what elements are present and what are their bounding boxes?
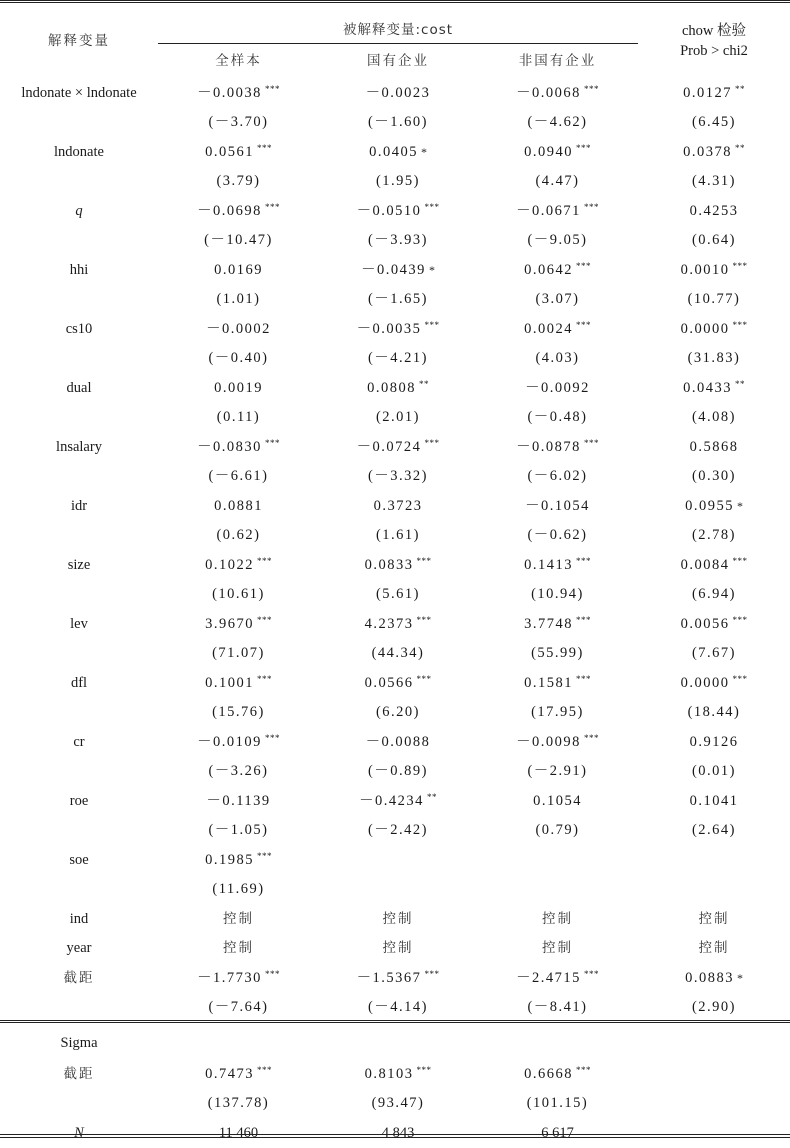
- coef-row: [0, 373, 790, 403]
- coef-non-state-owned: [477, 845, 638, 875]
- tstat-non-state-owned: (55.99): [531, 645, 584, 661]
- significance-stars: ***: [416, 615, 432, 625]
- variable-name: size: [67, 556, 91, 573]
- spacer: [0, 344, 158, 374]
- variable-name: roe: [69, 792, 89, 809]
- n-label: N: [74, 1124, 84, 1141]
- tstat-state-owned: (－4.21): [367, 350, 429, 366]
- significance-stars: ***: [264, 969, 280, 979]
- significance-stars: ***: [732, 261, 748, 271]
- control-state-owned: 控制: [382, 940, 414, 956]
- coef-non-state-owned: 0.0024 ***: [524, 320, 591, 337]
- intercept-t-row: [0, 993, 790, 1023]
- coef-state-owned: －0.0023: [365, 84, 431, 101]
- variable-name: lev: [70, 615, 88, 632]
- variable-name: cr: [73, 733, 85, 750]
- significance-stars: ***: [583, 202, 599, 212]
- significance-stars: ***: [732, 615, 748, 625]
- tstat-state-owned: [319, 875, 477, 905]
- coef-chow: 0.0000 ***: [680, 320, 748, 337]
- variable-name: lndonate × lndonate: [21, 84, 137, 101]
- coef-full-sample: －0.0830 ***: [197, 438, 280, 455]
- sigma-intercept-name: 截距: [63, 1065, 95, 1082]
- tstat-non-state-owned: (17.95): [531, 704, 584, 720]
- spacer: [477, 1022, 638, 1059]
- significance-stars: ***: [256, 851, 272, 861]
- variable-name: dfl: [70, 674, 88, 691]
- tstat-chow: (0.30): [691, 468, 737, 484]
- coef-non-state-owned: 3.7748 ***: [524, 615, 591, 632]
- tstat-chow: (4.31): [691, 173, 737, 189]
- spacer: [0, 167, 158, 197]
- intercept-row: [0, 963, 790, 993]
- sigma-label: Sigma: [60, 1035, 98, 1052]
- n-full-sample: 11 460: [218, 1124, 259, 1141]
- coef-chow: 0.0955 *: [685, 497, 743, 514]
- coef-state-owned: [319, 845, 477, 875]
- coef-non-state-owned: －0.0878 ***: [516, 438, 599, 455]
- tstat-full-sample: (1.01): [216, 291, 261, 307]
- significance-stars: **: [418, 379, 429, 389]
- tstat-full-sample: (0.11): [216, 409, 261, 425]
- significance-stars: ***: [424, 438, 440, 448]
- significance-stars: ***: [424, 320, 440, 330]
- tstat-non-state-owned: (10.94): [531, 586, 584, 602]
- spacer: [638, 1059, 790, 1089]
- control-full-sample: 控制: [223, 910, 254, 927]
- significance-stars: ***: [256, 615, 272, 625]
- table-bottom-double-rule: [0, 1134, 790, 1138]
- sigma-coef-non-state-owned: 0.6668 ***: [524, 1065, 591, 1082]
- coef-full-sample: 3.9670 ***: [205, 615, 272, 632]
- coef-row: [0, 255, 790, 285]
- spacer: [0, 639, 158, 669]
- sigma-label-row: [0, 1022, 790, 1059]
- coef-row: [0, 78, 790, 108]
- significance-stars: ***: [583, 438, 599, 448]
- sigma-tstat-full-sample: (137.78): [207, 1095, 270, 1111]
- coef-non-state-owned: 0.0642 ***: [524, 261, 591, 278]
- spacer: [0, 521, 158, 551]
- intercept-tstat-full-sample: (－7.64): [208, 999, 269, 1015]
- coef-full-sample: 0.0561 ***: [205, 143, 272, 160]
- significance-stars: ***: [416, 1065, 432, 1075]
- t-stat-row: [0, 816, 790, 846]
- significance-stars: **: [734, 84, 745, 94]
- coef-row: [0, 609, 790, 639]
- variable-name: lndonate: [54, 143, 104, 160]
- coef-state-owned: －0.0724 ***: [356, 438, 440, 455]
- coef-full-sample: －0.0698 ***: [197, 202, 280, 219]
- tstat-non-state-owned: (－4.62): [527, 114, 588, 130]
- header-chow-test: [638, 0, 790, 78]
- n-row: [0, 1118, 790, 1148]
- significance-stars: ***: [575, 615, 591, 625]
- tstat-full-sample: (－0.40): [208, 350, 269, 366]
- tstat-non-state-owned: (－0.62): [527, 527, 588, 543]
- coef-chow: 0.1041: [689, 792, 739, 809]
- spacer: [0, 462, 158, 492]
- t-stat-row: [0, 757, 790, 787]
- coef-non-state-owned: －0.0098 ***: [516, 733, 599, 750]
- control-name: year: [66, 940, 92, 956]
- significance-stars: **: [734, 379, 745, 389]
- tstat-non-state-owned: (－0.48): [527, 409, 588, 425]
- t-stat-row: [0, 344, 790, 374]
- coef-chow: [638, 845, 790, 875]
- tstat-state-owned: (1.61): [375, 527, 421, 543]
- tstat-non-state-owned: (－2.91): [527, 763, 588, 779]
- chow-test-title: chow 检验: [681, 23, 747, 40]
- coef-full-sample: －0.0002: [206, 320, 271, 337]
- significance-stars: ***: [575, 556, 591, 566]
- coef-non-state-owned: 0.1581 ***: [524, 674, 591, 691]
- spacer: [0, 698, 158, 728]
- significance-stars: ***: [575, 143, 591, 153]
- t-stat-row: [0, 639, 790, 669]
- coef-chow: 0.0000 ***: [680, 674, 748, 691]
- tstat-state-owned: (5.61): [375, 586, 421, 602]
- significance-stars: ***: [256, 1065, 272, 1075]
- tstat-non-state-owned: [477, 875, 638, 905]
- sigma-coef-full-sample: 0.7473 ***: [205, 1065, 272, 1082]
- control-row: [0, 904, 790, 934]
- coef-chow: 0.0127 **: [683, 84, 745, 101]
- intercept-name: 截距: [63, 969, 95, 986]
- coef-full-sample: 0.0019: [214, 379, 263, 396]
- t-stat-row: [0, 462, 790, 492]
- spacer: [0, 403, 158, 433]
- control-name: ind: [69, 910, 89, 927]
- n-state-owned: 4 843: [381, 1124, 415, 1141]
- tstat-chow: (6.94): [691, 586, 737, 602]
- control-state-owned: 控制: [382, 910, 414, 927]
- coef-state-owned: 0.3723: [373, 497, 423, 514]
- coef-row: [0, 550, 790, 580]
- intercept-tstat-non-state-owned: (－8.41): [527, 999, 588, 1015]
- tstat-chow: (0.01): [691, 763, 737, 779]
- coef-state-owned: 0.0833 ***: [364, 556, 432, 573]
- coef-non-state-owned: －0.1054: [525, 497, 590, 514]
- coef-row: [0, 727, 790, 757]
- sigma-tstat-state-owned: (93.47): [371, 1095, 425, 1111]
- tstat-full-sample: (11.69): [212, 881, 265, 897]
- coef-row: [0, 491, 790, 521]
- significance-stars: *: [736, 498, 743, 513]
- tstat-state-owned: (2.01): [375, 409, 421, 425]
- control-non-state-owned: 控制: [542, 940, 573, 956]
- control-non-state-owned: 控制: [542, 910, 573, 927]
- tstat-full-sample: (－10.47): [204, 232, 273, 248]
- control-full-sample: 控制: [223, 940, 254, 956]
- significance-stars: ***: [256, 674, 272, 684]
- sigma-t-row: [0, 1089, 790, 1119]
- significance-stars: ***: [264, 733, 280, 743]
- coef-state-owned: －0.4234 **: [359, 792, 437, 809]
- coef-state-owned: 0.0566 ***: [364, 674, 432, 691]
- intercept-tstat-state-owned: (－4.14): [367, 999, 429, 1015]
- tstat-full-sample: (71.07): [212, 645, 265, 661]
- coef-row: [0, 196, 790, 226]
- tstat-state-owned: (－1.65): [367, 291, 429, 307]
- coef-non-state-owned: 0.1413 ***: [524, 556, 591, 573]
- tstat-chow: (31.83): [687, 350, 741, 366]
- spacer: [0, 875, 158, 905]
- intercept-coef-chow: 0.0883 *: [685, 969, 743, 986]
- coef-state-owned: 4.2373 ***: [364, 615, 432, 632]
- control-chow: 控制: [698, 940, 730, 956]
- significance-stars: *: [420, 144, 427, 159]
- sigma-coef-state-owned: 0.8103 ***: [364, 1065, 432, 1082]
- tstat-non-state-owned: (4.47): [535, 173, 580, 189]
- significance-stars: ***: [583, 84, 599, 94]
- spacer: [319, 1022, 477, 1059]
- significance-stars: ***: [732, 556, 748, 566]
- control-row: [0, 934, 790, 964]
- spacer: [0, 757, 158, 787]
- tstat-non-state-owned: (0.79): [535, 822, 580, 838]
- significance-stars: ***: [424, 969, 440, 979]
- coef-row: [0, 668, 790, 698]
- tstat-full-sample: (15.76): [212, 704, 265, 720]
- spacer: [0, 1089, 158, 1119]
- tstat-chow: (7.67): [691, 645, 737, 661]
- header-explanatory-variable: 解释变量: [48, 32, 110, 49]
- coef-chow: 0.5868: [689, 438, 739, 455]
- coef-chow: 0.0378 **: [683, 143, 745, 160]
- t-stat-row: [0, 285, 790, 315]
- coef-state-owned: 0.0808 **: [367, 379, 429, 396]
- significance-stars: ***: [732, 320, 748, 330]
- coef-full-sample: －0.1139: [206, 792, 271, 809]
- variable-name: dual: [66, 379, 92, 396]
- coef-chow: 0.0010 ***: [680, 261, 748, 278]
- coef-full-sample: 0.0169: [214, 261, 263, 278]
- tstat-state-owned: (6.20): [375, 704, 421, 720]
- chow-test-subtitle: Prob > chi2: [680, 43, 748, 59]
- spacer: [0, 816, 158, 846]
- spacer: [638, 1118, 790, 1148]
- tstat-non-state-owned: (－6.02): [527, 468, 588, 484]
- tstat-chow: (6.45): [691, 114, 737, 130]
- tstat-chow: (4.08): [691, 409, 737, 425]
- tstat-non-state-owned: (3.07): [535, 291, 580, 307]
- significance-stars: ***: [583, 733, 599, 743]
- coef-row: [0, 432, 790, 462]
- tstat-state-owned: (－0.89): [367, 763, 429, 779]
- intercept-coef-non-state-owned: －2.4715 ***: [516, 969, 599, 986]
- variable-name: idr: [70, 497, 88, 514]
- significance-stars: **: [734, 143, 745, 153]
- coef-row: [0, 845, 790, 875]
- coef-row: [0, 314, 790, 344]
- variable-name: hhi: [69, 261, 89, 278]
- significance-stars: *: [736, 970, 743, 985]
- coef-state-owned: －0.0035 ***: [356, 320, 440, 337]
- spacer: [0, 108, 158, 138]
- tstat-full-sample: (－3.70): [208, 114, 269, 130]
- tstat-full-sample: (10.61): [212, 586, 265, 602]
- coef-non-state-owned: －0.0671 ***: [516, 202, 599, 219]
- significance-stars: ***: [256, 143, 272, 153]
- significance-stars: ***: [575, 261, 591, 271]
- tstat-state-owned: (44.34): [371, 645, 425, 661]
- significance-stars: *: [428, 262, 435, 277]
- significance-stars: ***: [416, 556, 432, 566]
- t-stat-row: [0, 167, 790, 197]
- tstat-chow: (18.44): [687, 704, 741, 720]
- n-non-state-owned: 6 617: [541, 1124, 574, 1141]
- intercept-coef-state-owned: －1.5367 ***: [356, 969, 440, 986]
- sigma-tstat-non-state-owned: (101.15): [526, 1095, 589, 1111]
- coef-non-state-owned: －0.0092: [525, 379, 590, 396]
- t-stat-row: [0, 226, 790, 256]
- header-full-sample: 全样本: [158, 44, 319, 79]
- spacer: [0, 993, 158, 1023]
- intercept-tstat-chow: (2.90): [691, 999, 737, 1015]
- coef-chow: 0.9126: [689, 733, 739, 750]
- variable-name: q: [75, 202, 83, 219]
- tstat-non-state-owned: (4.03): [535, 350, 580, 366]
- spacer: [0, 580, 158, 610]
- t-stat-row: [0, 108, 790, 138]
- tstat-full-sample: (－6.61): [208, 468, 269, 484]
- variable-name: lnsalary: [56, 438, 102, 455]
- coef-chow: 0.0056 ***: [680, 615, 748, 632]
- coef-full-sample: 0.1001 ***: [205, 674, 272, 691]
- tstat-chow: (0.64): [691, 232, 737, 248]
- tstat-state-owned: (－2.42): [367, 822, 429, 838]
- coef-full-sample: －0.0109 ***: [197, 733, 280, 750]
- spacer: [0, 285, 158, 315]
- sigma-intercept-row: [0, 1059, 790, 1089]
- coef-state-owned: －0.0439 *: [361, 261, 435, 278]
- significance-stars: ***: [256, 556, 272, 566]
- coef-full-sample: －0.0038 ***: [197, 84, 280, 101]
- coef-full-sample: 0.1022 ***: [205, 556, 272, 573]
- significance-stars: ***: [264, 202, 280, 212]
- coef-row: [0, 786, 790, 816]
- tstat-chow: (2.64): [691, 822, 737, 838]
- t-stat-row: [0, 875, 790, 905]
- significance-stars: ***: [575, 674, 591, 684]
- tstat-chow: (10.77): [687, 291, 741, 307]
- significance-stars: ***: [424, 202, 440, 212]
- header-non-state-owned: 非国有企业: [477, 44, 638, 79]
- coef-chow: 0.0433 **: [683, 379, 745, 396]
- tstat-full-sample: (0.62): [216, 527, 261, 543]
- tstat-non-state-owned: (－9.05): [527, 232, 588, 248]
- spacer: [0, 226, 158, 256]
- variable-name: soe: [69, 851, 89, 868]
- coef-chow: 0.4253: [689, 202, 739, 219]
- coef-non-state-owned: 0.0940 ***: [524, 143, 591, 160]
- significance-stars: ***: [264, 438, 280, 448]
- t-stat-row: [0, 698, 790, 728]
- significance-stars: ***: [575, 320, 591, 330]
- intercept-coef-full-sample: －1.7730 ***: [197, 969, 280, 986]
- tstat-full-sample: (－3.26): [208, 763, 269, 779]
- tstat-state-owned: (－3.32): [367, 468, 429, 484]
- header-dependent-variable-group: 被解释变量:cost: [342, 21, 454, 38]
- significance-stars: ***: [575, 1065, 591, 1075]
- spacer: [638, 1022, 790, 1059]
- significance-stars: ***: [264, 84, 280, 94]
- tstat-chow: (2.78): [691, 527, 737, 543]
- coef-non-state-owned: －0.0068 ***: [516, 84, 599, 101]
- tstat-full-sample: (3.79): [216, 173, 261, 189]
- t-stat-row: [0, 403, 790, 433]
- spacer: [158, 1022, 319, 1059]
- header-state-owned: 国有企业: [319, 44, 477, 79]
- tstat-state-owned: (－1.60): [367, 114, 429, 130]
- tstat-state-owned: (－3.93): [367, 232, 429, 248]
- significance-stars: **: [426, 792, 437, 802]
- significance-stars: ***: [583, 969, 599, 979]
- coef-full-sample: 0.1985 ***: [205, 851, 272, 868]
- t-stat-row: [0, 580, 790, 610]
- coef-state-owned: 0.0405 *: [369, 143, 427, 160]
- tstat-chow: [638, 875, 790, 905]
- spacer: [638, 1089, 790, 1119]
- coef-full-sample: 0.0881: [214, 497, 263, 514]
- coef-row: [0, 137, 790, 167]
- coef-state-owned: －0.0088: [365, 733, 431, 750]
- significance-stars: ***: [732, 674, 748, 684]
- variable-name: cs10: [65, 320, 93, 337]
- coef-non-state-owned: 0.1054: [533, 792, 582, 809]
- tstat-state-owned: (1.95): [375, 173, 421, 189]
- control-chow: 控制: [698, 910, 730, 927]
- sigma-section-rule: [0, 1020, 790, 1023]
- coef-chow: 0.0084 ***: [680, 556, 748, 573]
- t-stat-row: [0, 521, 790, 551]
- tstat-full-sample: (－1.05): [208, 822, 269, 838]
- coef-state-owned: －0.0510 ***: [356, 202, 440, 219]
- significance-stars: ***: [416, 674, 432, 684]
